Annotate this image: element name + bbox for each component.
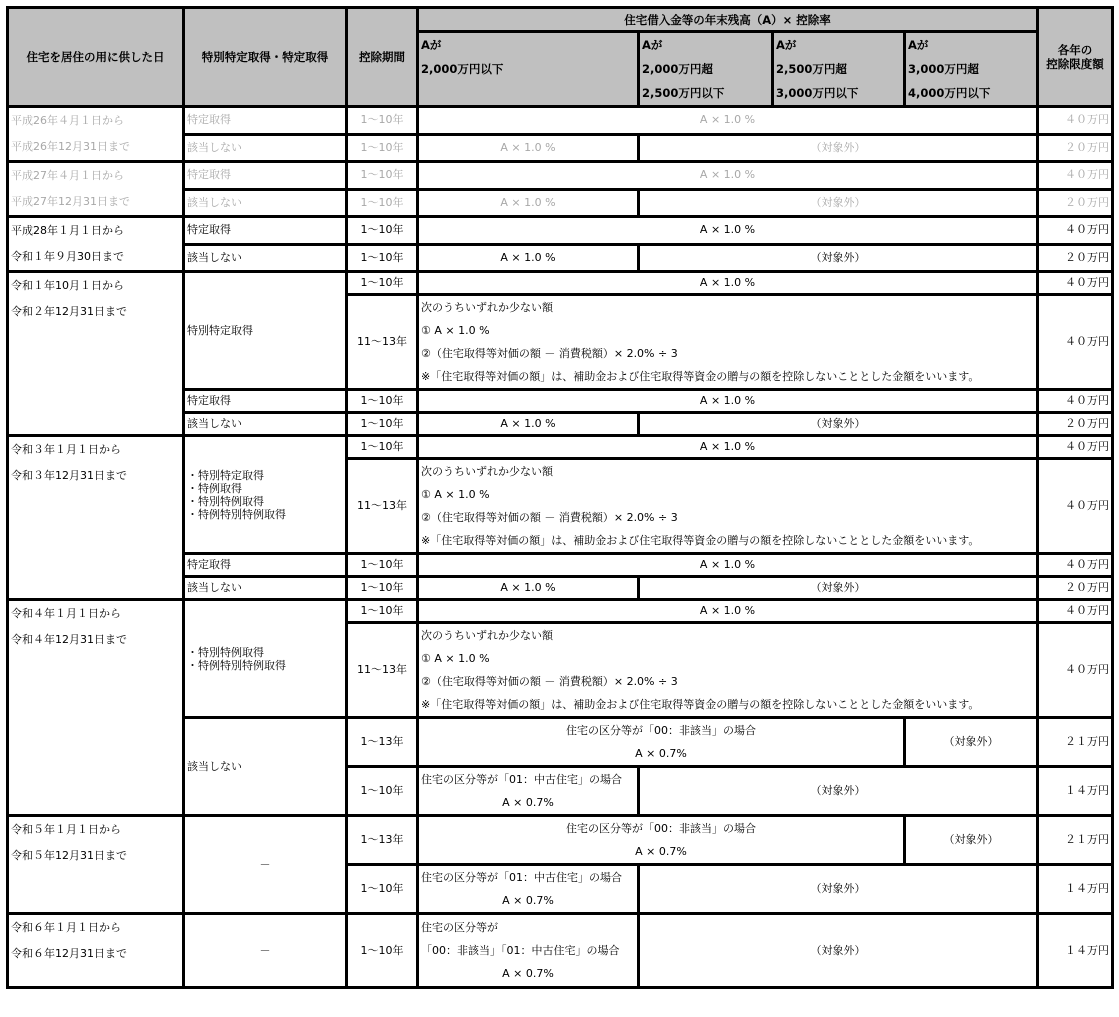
period-cell: 平成26年４月１日から 平成26年12月31日まで [8,107,184,162]
type-cell: 特定取得 [184,390,347,413]
header-limit-line1: 各年の [1057,43,1093,57]
table-row [8,600,1113,623]
type-cell: 特別特定取得 [184,272,347,390]
header-band-1: Aが 2,000万円以下 [418,32,639,107]
type-cell: 該当しない [184,189,347,217]
header-band-4: Aが 3,000万円超 4,000万円以下 [905,32,1038,107]
formula-cell: 次のうちいずれか少ない額 ① A × 1.0 % ②（住宅取得等対価の額 － 消費税額）× 2.0% ÷ 3 ※「住宅取得等対価の額」は、補助金および住宅取得等資金の贈与の額を控除しないこととした金額をいいます。 [418,295,1038,390]
excluded-cell: （対象外） [639,413,1038,436]
type-cell: 該当しない [184,718,347,816]
rate-cell: 住宅の区分等が「01：中古住宅」の場合 A × 0.7% [418,865,639,914]
type-cell: 特定取得 [184,217,347,245]
rate-cell: A × 1.0 % [418,272,1038,295]
limit-cell: ４０万円 [1038,459,1113,554]
header-balance-group: 住宅借入金等の年末残高（A）× 控除率 [418,8,1038,32]
limit-cell: ４０万円 [1038,623,1113,718]
rate-cell: A × 1.0 % [418,217,1038,245]
period-cell: 令和６年１月１日から 令和６年12月31日まで [8,914,184,988]
table-row [8,914,1113,988]
years-cell: 1～10年 [347,914,418,988]
table-row [8,436,1113,459]
excluded-cell: （対象外） [639,865,1038,914]
years-cell: 1～10年 [347,107,418,135]
rate-cell: A × 1.0 % [418,600,1038,623]
years-cell: 1～10年 [347,189,418,217]
excluded-cell: （対象外） [905,816,1038,865]
years-cell: 1～13年 [347,718,418,767]
header-date: 住宅を居住の用に供した日 [8,8,184,107]
type-cell: 特定取得 [184,162,347,190]
limit-cell: ４０万円 [1038,107,1113,135]
period-cell: 令和５年１月１日から 令和５年12月31日まで [8,816,184,914]
limit-cell: ４０万円 [1038,295,1113,390]
limit-cell: ４０万円 [1038,600,1113,623]
years-cell: 1～10年 [347,217,418,245]
limit-cell: １４万円 [1038,767,1113,816]
type-cell: ・特別特定取得 ・特例取得 ・特別特例取得 ・特例特別特例取得 [184,436,347,554]
type-cell: 特定取得 [184,554,347,577]
type-cell: － [184,816,347,914]
rate-cell: A × 1.0 % [418,554,1038,577]
limit-cell: ４０万円 [1038,272,1113,295]
rate-cell: A × 1.0 % [418,577,639,600]
rate-cell: 住宅の区分等が「00：非該当」の場合 A × 0.7% [418,718,905,767]
years-cell: 11～13年 [347,623,418,718]
years-cell: 1～10年 [347,767,418,816]
limit-cell: ２０万円 [1038,413,1113,436]
period-cell: 平成28年１月１日から 令和１年９月30日まで [8,217,184,272]
rate-cell: 住宅の区分等が 「00：非該当」「01：中古住宅」の場合 A × 0.7% [418,914,639,988]
years-cell: 1～10年 [347,390,418,413]
type-cell: 該当しない [184,134,347,162]
type-cell: 特定取得 [184,107,347,135]
rate-cell: A × 1.0 % [418,413,639,436]
rate-cell: A × 1.0 % [418,436,1038,459]
rate-cell: A × 1.0 % [418,244,639,272]
limit-cell: ２０万円 [1038,577,1113,600]
period-cell: 令和３年１月１日から 令和３年12月31日まで [8,436,184,600]
limit-cell: ２０万円 [1038,134,1113,162]
rate-cell: A × 1.0 % [418,134,639,162]
limit-cell: ２０万円 [1038,244,1113,272]
excluded-cell: （対象外） [639,244,1038,272]
formula-cell: 次のうちいずれか少ない額 ① A × 1.0 % ②（住宅取得等対価の額 － 消費税額）× 2.0% ÷ 3 ※「住宅取得等対価の額」は、補助金および住宅取得等資金の贈与の額を控除しないこととした金額をいいます。 [418,623,1038,718]
period-cell: 令和４年１月１日から 令和４年12月31日まで [8,600,184,816]
table-row [8,107,1113,135]
header-limit [1038,8,1113,107]
excluded-cell: （対象外） [639,577,1038,600]
years-cell: 1～10年 [347,413,418,436]
years-cell: 1～10年 [347,865,418,914]
years-cell: 11～13年 [347,295,418,390]
header-limit-line2: 控除限度額 [1046,57,1104,71]
header-band-2: Aが 2,000万円超 2,500万円以下 [639,32,773,107]
years-cell: 1～10年 [347,436,418,459]
limit-cell: ４０万円 [1038,436,1113,459]
limit-cell: ４０万円 [1038,162,1113,190]
formula-cell: 次のうちいずれか少ない額 ① A × 1.0 % ②（住宅取得等対価の額 － 消費税額）× 2.0% ÷ 3 ※「住宅取得等対価の額」は、補助金および住宅取得等資金の贈与の額を控除しないこととした金額をいいます。 [418,459,1038,554]
rate-cell: A × 1.0 % [418,107,1038,135]
header-period: 控除期間 [347,8,418,107]
limit-cell: ２１万円 [1038,816,1113,865]
limit-cell: ４０万円 [1038,390,1113,413]
years-cell: 1～10年 [347,244,418,272]
excluded-cell: （対象外） [639,914,1038,988]
years-cell: 1～10年 [347,577,418,600]
excluded-cell: （対象外） [639,767,1038,816]
limit-cell: ４０万円 [1038,554,1113,577]
years-cell: 11～13年 [347,459,418,554]
table-row [8,272,1113,295]
table-row [8,217,1113,245]
rate-cell: 住宅の区分等が「01：中古住宅」の場合 A × 0.7% [418,767,639,816]
excluded-cell: （対象外） [639,134,1038,162]
rate-cell: 住宅の区分等が「00：非該当」の場合 A × 0.7% [418,816,905,865]
rate-cell: A × 1.0 % [418,162,1038,190]
period-cell: 平成27年４月１日から 平成27年12月31日まで [8,162,184,217]
rate-cell: A × 1.0 % [418,390,1038,413]
table-row [8,816,1113,865]
years-cell: 1～10年 [347,162,418,190]
header-type: 特別特定取得・特定取得 [184,8,347,107]
years-cell: 1～10年 [347,272,418,295]
type-cell: － [184,914,347,988]
excluded-cell: （対象外） [905,718,1038,767]
type-cell: 該当しない [184,577,347,600]
limit-cell: ４０万円 [1038,217,1113,245]
deduction-table [6,6,1114,989]
type-cell: 該当しない [184,244,347,272]
years-cell: 1～10年 [347,134,418,162]
limit-cell: １４万円 [1038,865,1113,914]
type-cell: ・特別特例取得 ・特例特別特例取得 [184,600,347,718]
excluded-cell: （対象外） [639,189,1038,217]
years-cell: 1～10年 [347,554,418,577]
years-cell: 1～10年 [347,600,418,623]
table-row [8,162,1113,190]
years-cell: 1～13年 [347,816,418,865]
header-band-3: Aが 2,500万円超 3,000万円以下 [773,32,905,107]
type-cell: 該当しない [184,413,347,436]
rate-cell: A × 1.0 % [418,189,639,217]
limit-cell: ２１万円 [1038,718,1113,767]
period-cell: 令和１年10月１日から 令和２年12月31日まで [8,272,184,436]
limit-cell: １４万円 [1038,914,1113,988]
limit-cell: ２０万円 [1038,189,1113,217]
